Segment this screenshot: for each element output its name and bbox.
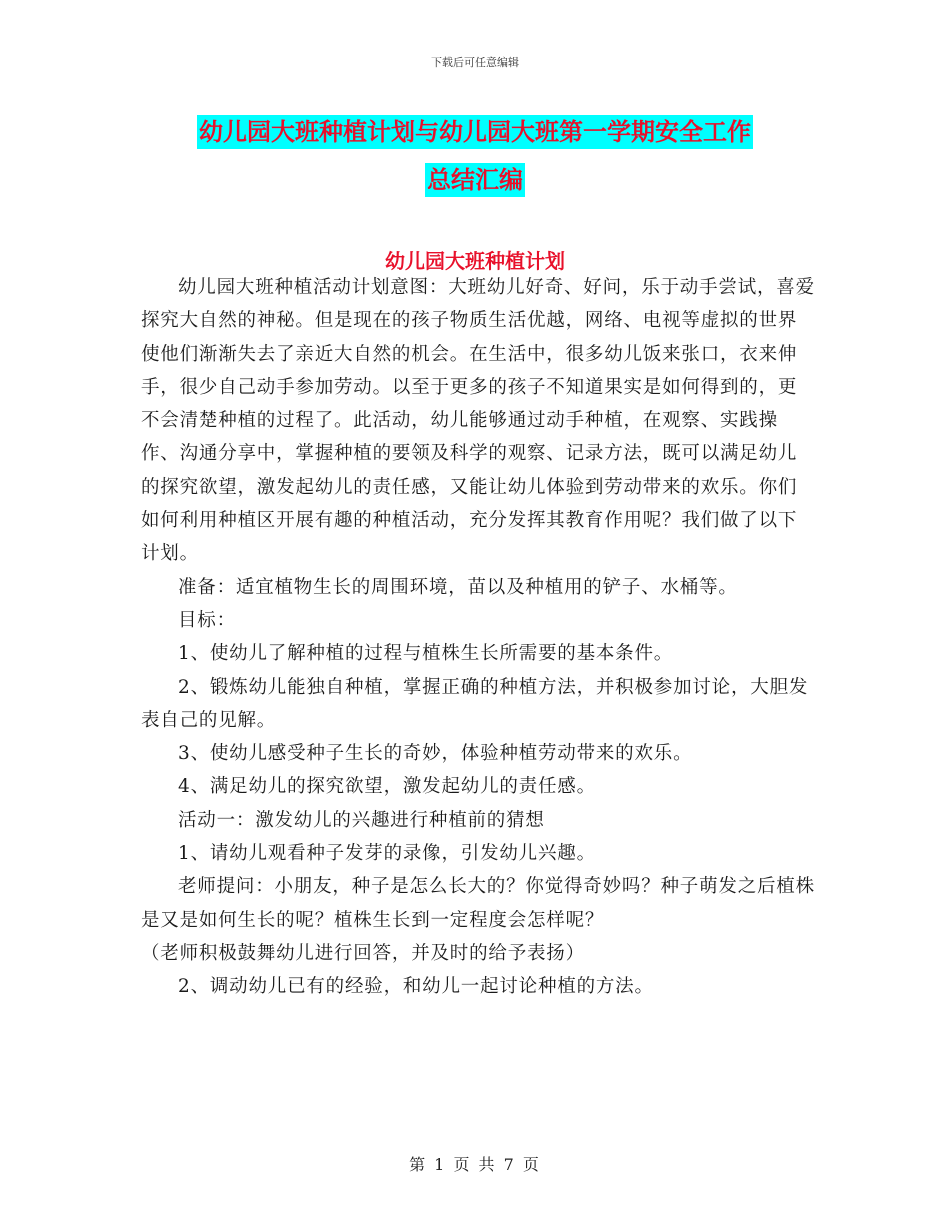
document-title <box>120 108 830 204</box>
paragraph-activity-1-heading: 活动一：激发幼儿的兴趣进行种植前的猜想 <box>178 809 545 831</box>
document-body <box>141 271 816 1004</box>
page-number-footer: 第 1 页 共 7 页 <box>409 1155 541 1174</box>
paragraph-goal-3: 3、使幼儿感受种子生长的奇妙，体验种植劳动带来的欢乐。 <box>178 743 693 765</box>
paragraph-goal-2: 2、锻炼幼儿能独自种植，掌握正确的种植方法，并积极参加讨论，大胆发表自己的见解。 <box>141 676 809 731</box>
document-title-line-2: 总结汇编 <box>425 163 525 197</box>
section-title: 幼儿园大班种植计划 <box>385 249 565 273</box>
paragraph-activity-1-step-1: 1、请幼儿观看种子发芽的录像，引发幼儿兴趣。 <box>178 843 596 865</box>
paragraph-teacher-note: （老师积极鼓舞幼儿进行回答，并及时的给予表扬） <box>141 942 585 964</box>
paragraph-preparation: 准备：适宜植物生长的周围环境，苗以及种植用的铲子、水桶等。 <box>178 576 738 598</box>
paragraph-intent: 幼儿园大班种植活动计划意图：大班幼儿好奇、好问，乐于动手尝试，喜爱探究大自然的神秘。但是现在的孩子物质生活优越，网络、电视等虚拟的世界使他们渐渐失去了亲近大自然的机会。在生活中，很多幼儿饭来张口，衣来伸手，很少自己动手参加劳动。以至于更多的孩子不知道果实是如何得到的，更不会清楚种植的过程了。此活动，幼儿能够通过动手种植，在观察、实践操作、沟通分享中，掌握种植的要领及科学的观察、记录方法，既可以满足幼儿的探究欲望，激发起幼儿的责任感，又能让幼儿体验到劳动带来的欢乐。你们如何利用种植区开展有趣的种植活动，充分发挥其教育作用呢？我们做了以下计划。 <box>141 277 815 565</box>
paragraph-goals-heading: 目标： <box>178 609 236 631</box>
paragraph-goal-4: 4、满足幼儿的探究欲望，激发起幼儿的责任感。 <box>178 776 596 798</box>
header-note: 下载后可任意编辑 <box>431 56 519 69</box>
document-title-line-1: 幼儿园大班种植计划与幼儿园大班第一学期安全工作 <box>197 115 753 149</box>
paragraph-activity-1-step-2: 2、调动幼儿已有的经验，和幼儿一起讨论种植的方法。 <box>178 976 654 998</box>
paragraph-goal-1: 1、使幼儿了解种植的过程与植株生长所需要的基本条件。 <box>178 643 674 665</box>
paragraph-teacher-question: 老师提问：小朋友，种子是怎么长大的？你觉得奇妙吗？种子萌发之后植株是又是如何生长的呢？植株生长到一定程度会怎样呢？ <box>141 876 815 931</box>
